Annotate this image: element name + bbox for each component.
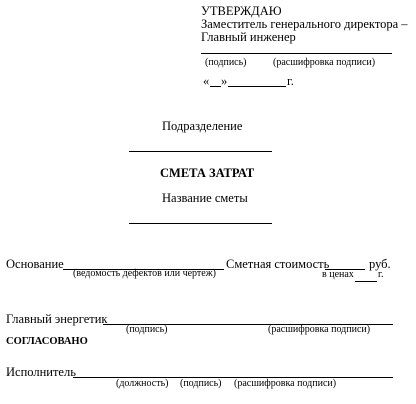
prices-year-line: [355, 281, 377, 282]
estimate-name-label: Название сметы: [162, 191, 248, 205]
approval-position-line1: Заместитель генерального директора –: [201, 17, 408, 31]
approval-signature-line: [201, 53, 392, 54]
executor-decode-caption: (расшифровка подписи): [234, 378, 337, 389]
cost-label: Сметная стоимость: [226, 257, 330, 271]
approval-date-month-line: [228, 86, 286, 87]
chief-energy-sign-caption: (подпись): [126, 324, 168, 335]
chief-energy-decode-caption: (расшифровка подписи): [268, 324, 371, 335]
approval-date-open: «: [203, 74, 210, 88]
basis-label: Основание: [6, 257, 64, 271]
prices-label: в ценах: [322, 269, 354, 280]
division-line: [129, 151, 272, 152]
approval-position-line2: Главный инженер: [201, 30, 296, 44]
executor-sign-caption: (подпись): [180, 378, 222, 389]
approval-sign-caption: (подпись): [205, 57, 247, 68]
approval-date-day-line: [210, 86, 221, 87]
basis-caption: (ведомость дефектов или чертеж): [73, 268, 216, 279]
approval-date-mid: »: [221, 74, 228, 88]
cost-unit: руб.: [369, 257, 391, 271]
estimate-title: СМЕТА ЗАТРАТ: [160, 166, 255, 180]
prices-year: г.: [378, 269, 384, 280]
division-label: Подразделение: [162, 119, 243, 133]
executor-position-caption: (должность): [116, 378, 169, 389]
agreed-heading: СОГЛАСОВАНО: [6, 336, 88, 347]
approval-date-year: г.: [287, 74, 294, 88]
chief-energy-label: Главный энергетик: [6, 312, 108, 326]
estimate-name-line: [129, 223, 272, 224]
executor-label: Исполнитель: [6, 365, 76, 379]
approval-heading: УТВЕРЖДАЮ: [201, 4, 282, 18]
approval-decode-caption: (расшифровка подписи): [273, 57, 376, 68]
